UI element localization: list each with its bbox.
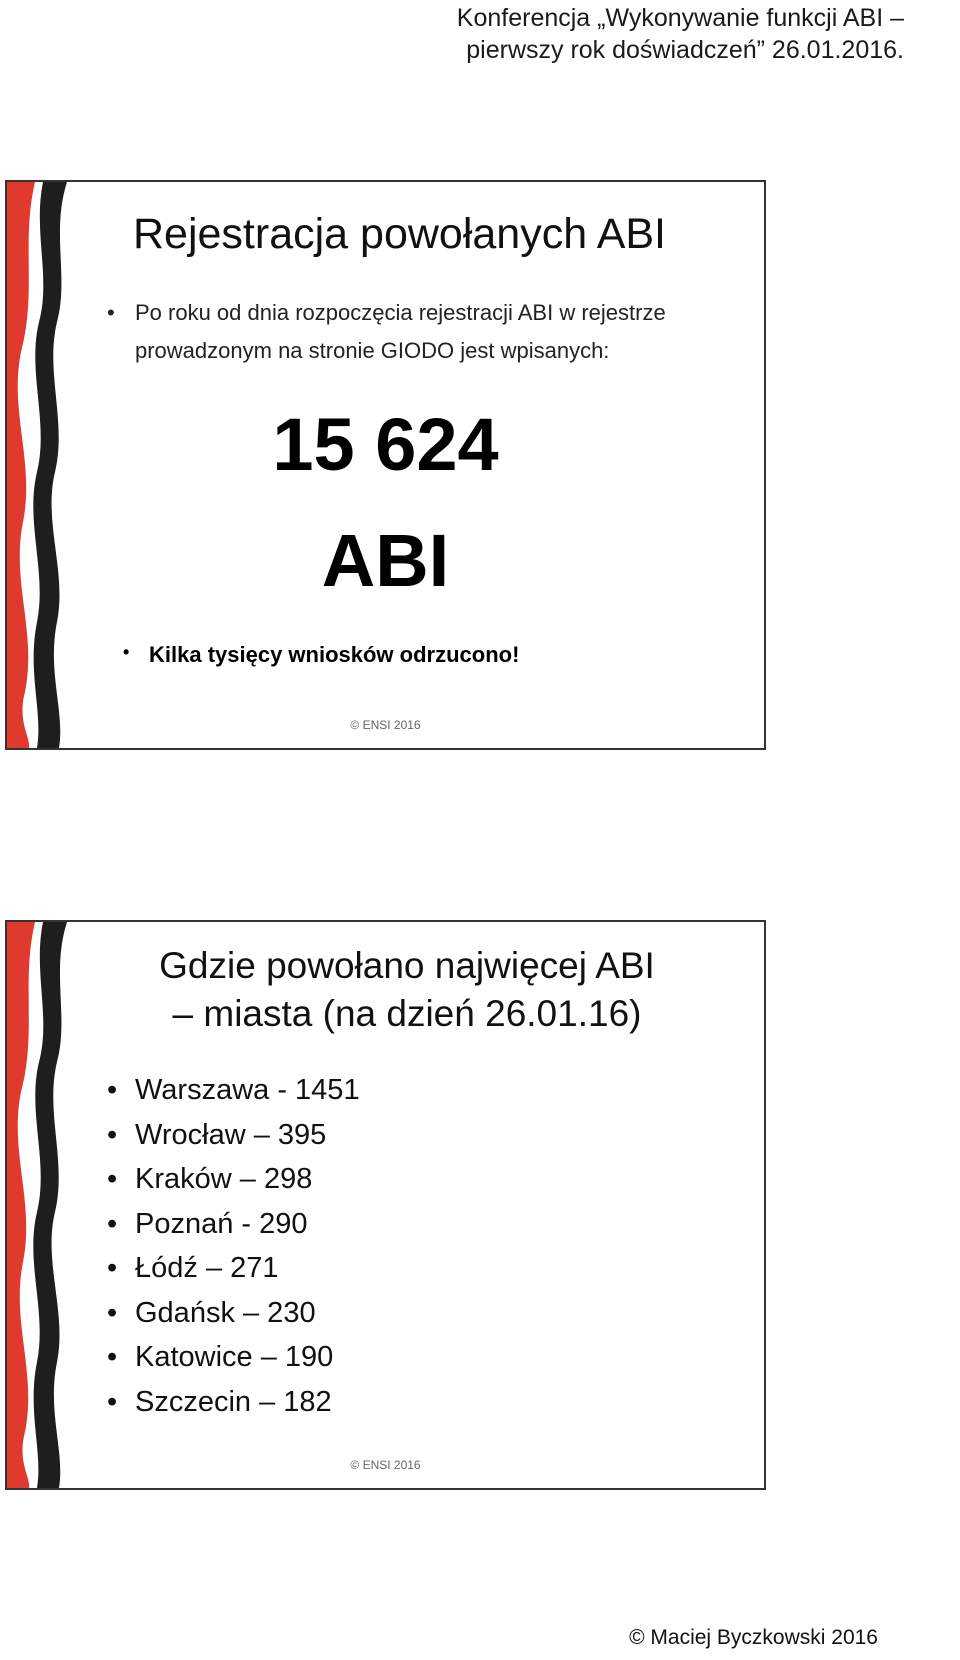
- list-item: [123, 642, 520, 668]
- list-item: [107, 1335, 360, 1380]
- bullet-text: Po roku od dnia rozpoczęcia rejestracji ABI w rejestrze prowadzonym na stronie GIODO jest wpisanych:: [135, 300, 666, 363]
- city-item: Wrocław – 395: [135, 1118, 327, 1151]
- page-footer-copyright: © Maciej Byczkowski 2016: [629, 1626, 878, 1649]
- list-item: [107, 1113, 360, 1158]
- ribbon-decoration: [7, 922, 87, 1488]
- bullet-icon: •: [107, 1296, 118, 1329]
- slide-2-title-line-1: Gdzie powołano najwięcej ABI: [159, 945, 655, 986]
- list-item: [107, 1380, 360, 1425]
- city-item: Katowice – 190: [135, 1341, 334, 1373]
- slide-2-title-line-2: – miasta (na dzień 26.01.16): [172, 993, 642, 1034]
- city-item: Warszawa - 1451: [135, 1074, 360, 1106]
- city-item: Gdańsk – 230: [135, 1296, 316, 1329]
- slide-1-title: Rejestracja powołanych ABI: [133, 210, 667, 258]
- slide-1-bullet-list-2: [123, 642, 520, 668]
- city-item: Kraków – 298: [135, 1163, 313, 1195]
- abi-count: 15 624: [272, 403, 499, 486]
- header-line-1: Konferencja „Wykonywanie funkcji ABI –: [456, 4, 904, 32]
- slide-2: [5, 920, 766, 1490]
- bullet-icon: •: [107, 1074, 118, 1106]
- slide-2-title: [107, 942, 707, 1038]
- slide-2-footer: © ENSI 2016: [350, 1458, 421, 1472]
- abi-label: ABI: [321, 519, 450, 602]
- list-item: [107, 1291, 360, 1336]
- list-item: [107, 1068, 360, 1113]
- list-item: [107, 1246, 360, 1291]
- city-item: Łódź – 271: [135, 1252, 279, 1284]
- list-item: [107, 1202, 360, 1247]
- slide-1-footer: © ENSI 2016: [350, 718, 421, 732]
- bullet-icon: •: [107, 1341, 118, 1373]
- city-item: Poznań - 290: [135, 1207, 308, 1240]
- bullet-text: Kilka tysięcy wniosków odrzucono!: [149, 642, 520, 667]
- bullet-icon: •: [107, 1118, 118, 1151]
- bullet-icon: •: [107, 1385, 118, 1418]
- list-item: [107, 294, 725, 370]
- bullet-icon: •: [123, 642, 130, 662]
- bullet-icon: •: [107, 1163, 118, 1195]
- page-header: [424, 2, 904, 66]
- bullet-icon: •: [107, 300, 115, 325]
- city-item: Szczecin – 182: [135, 1385, 332, 1418]
- bullet-icon: •: [107, 1207, 118, 1240]
- bullet-icon: •: [107, 1252, 118, 1284]
- header-line-2: pierwszy rok doświadczeń” 26.01.2016.: [466, 36, 904, 64]
- list-item: [107, 1157, 360, 1202]
- slide-1: [5, 180, 766, 750]
- city-list: [107, 1068, 360, 1424]
- slide-1-bullet-list: [107, 294, 725, 370]
